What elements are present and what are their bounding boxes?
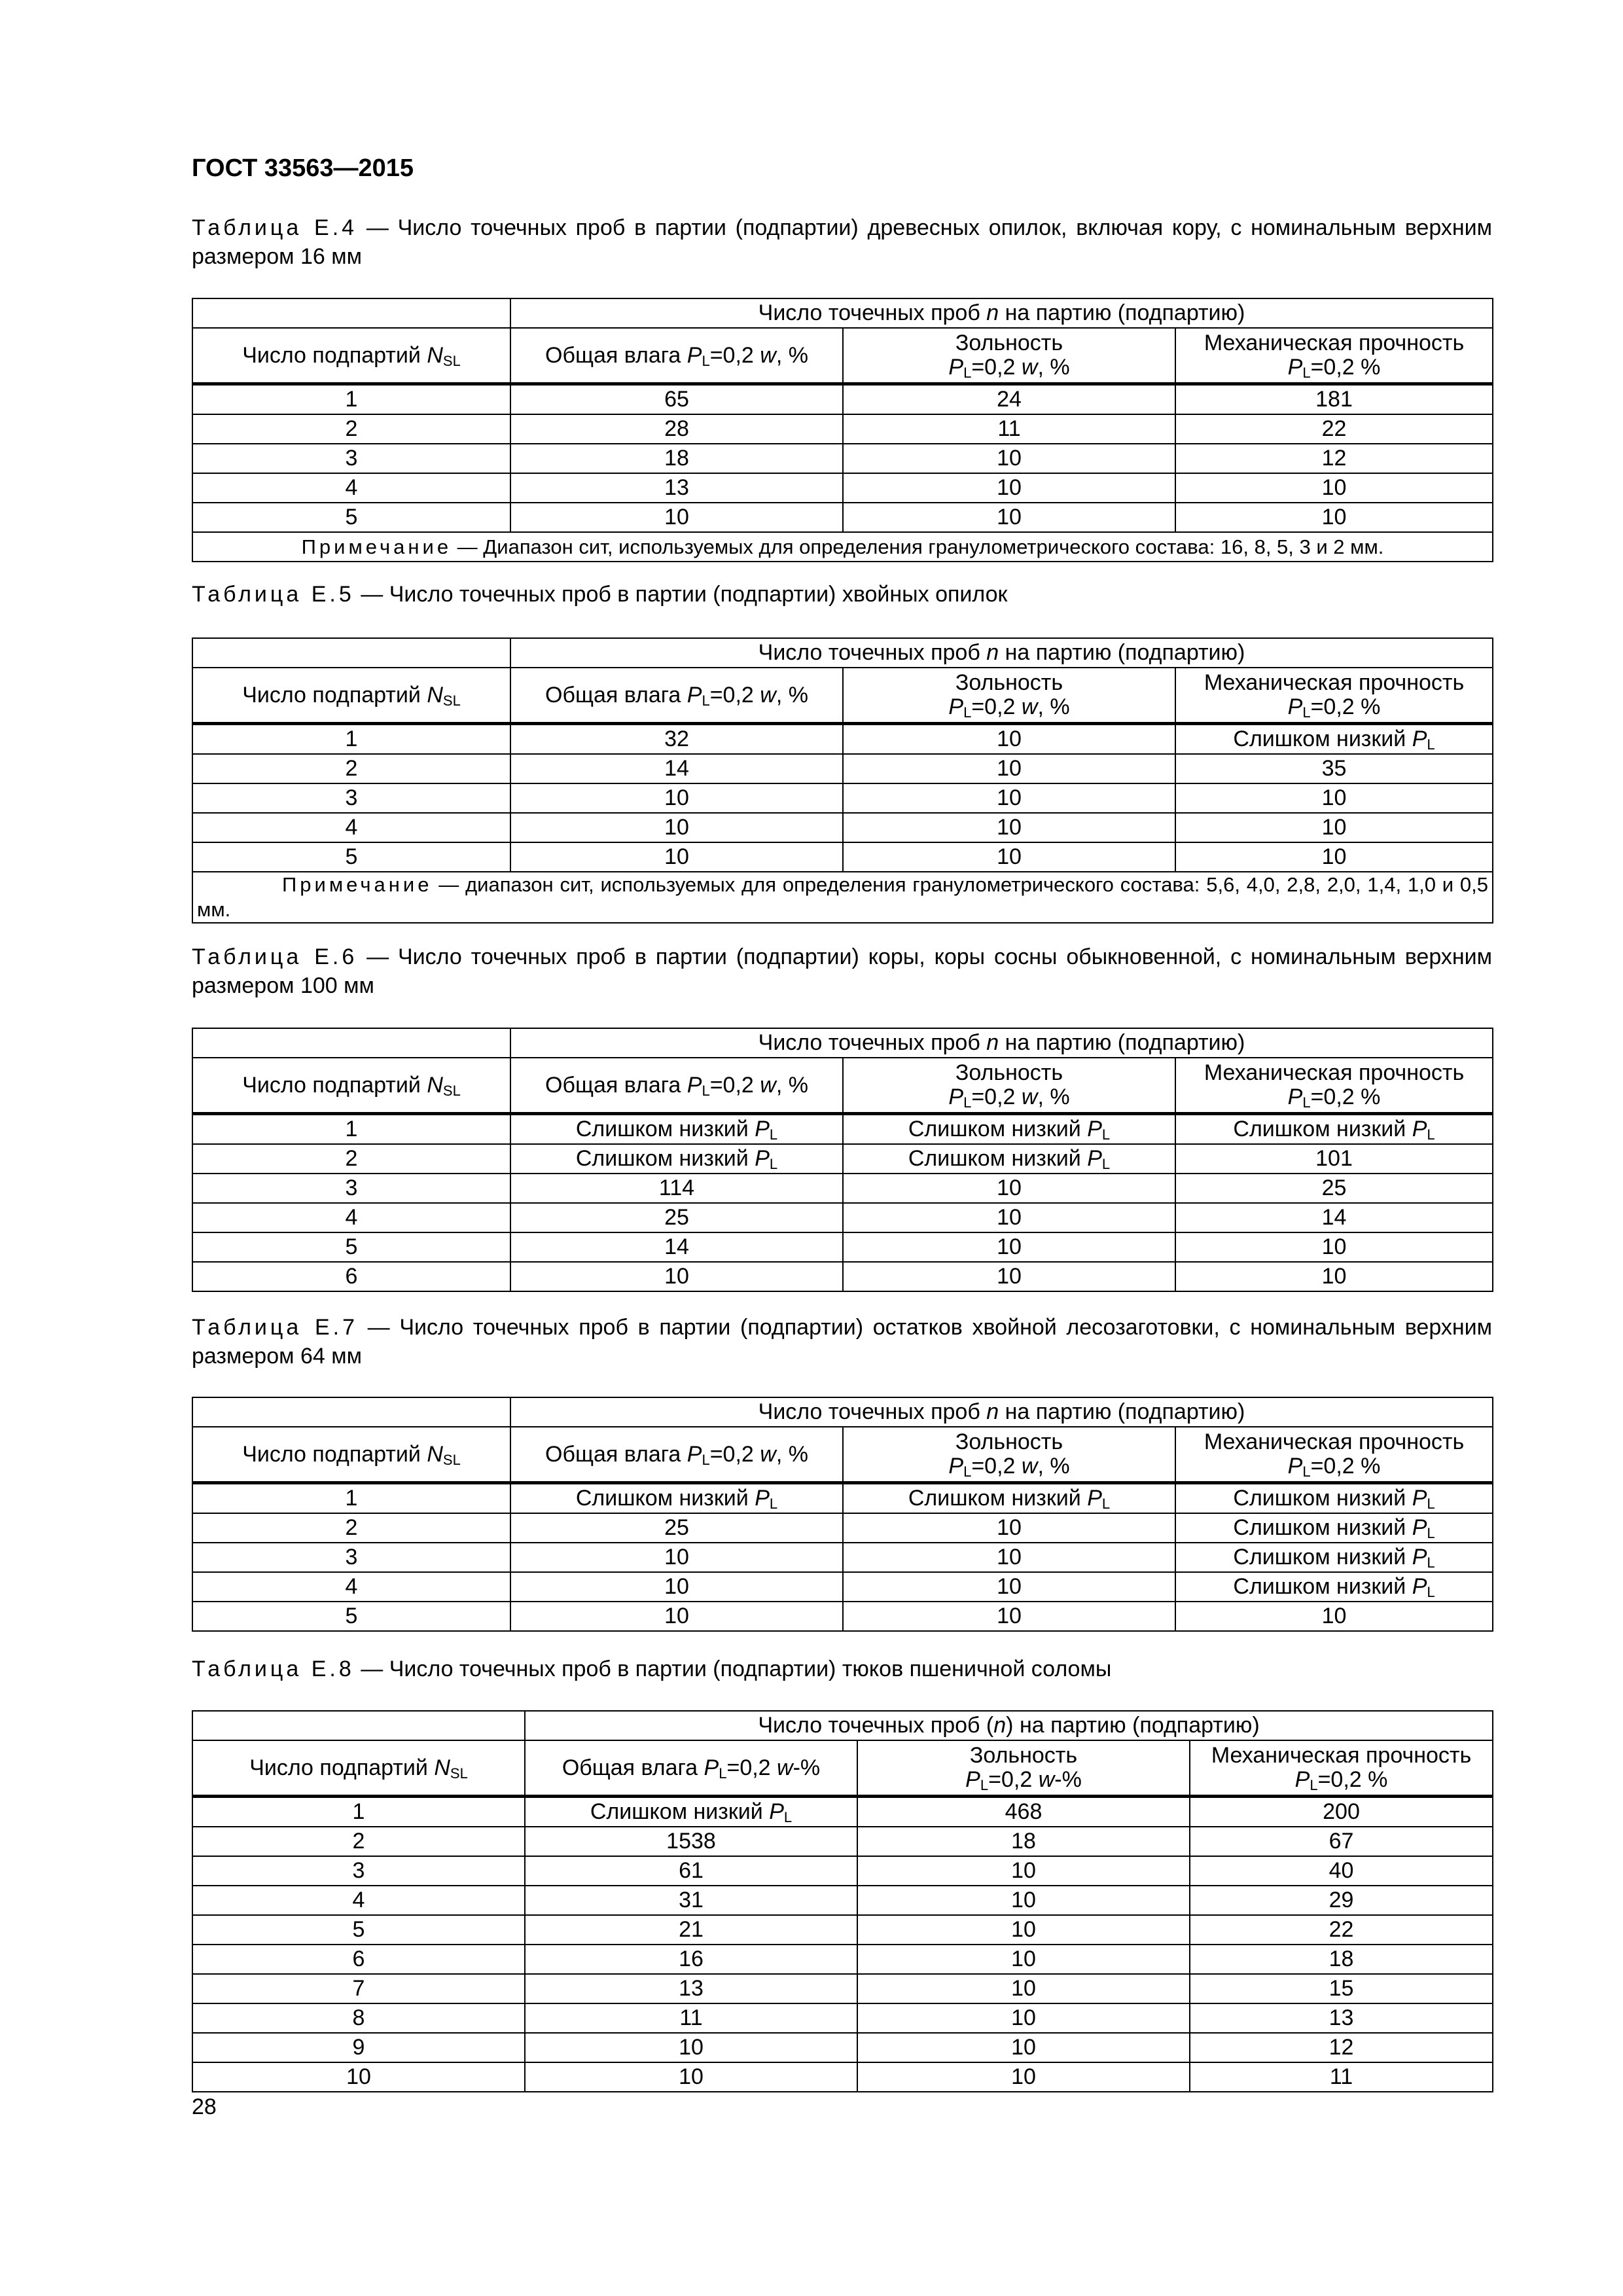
table-cell: 65 bbox=[510, 384, 843, 415]
symbol-p: P bbox=[1412, 1574, 1427, 1599]
table-cell: 35 bbox=[1175, 754, 1493, 783]
table-cell: 10 bbox=[1175, 1262, 1493, 1291]
table-row bbox=[192, 2033, 1493, 2062]
table-cell: 10 bbox=[192, 2062, 525, 2092]
group-header: Число точечных проб n на партию (подпартию) bbox=[510, 1397, 1493, 1427]
table-cell: 24 bbox=[843, 384, 1175, 415]
table-cell: 13 bbox=[1190, 2003, 1493, 2033]
table-row bbox=[192, 1797, 1493, 1827]
table-cell: Слишком низкий $P_L$ bbox=[843, 1144, 1175, 1174]
table-cell: 10 bbox=[843, 1543, 1175, 1572]
table-cell: Слишком низкий $P_L$ bbox=[1175, 724, 1493, 755]
table-cell: 18 bbox=[510, 444, 843, 473]
symbol-p: P bbox=[1287, 1454, 1303, 1479]
table-cell: 181 bbox=[1175, 384, 1493, 415]
table-cell: 16 bbox=[525, 1945, 857, 1974]
table-cell: 468 bbox=[857, 1797, 1190, 1827]
symbol-n-sl: N bbox=[427, 342, 443, 368]
table-cell: 10 bbox=[1175, 842, 1493, 872]
symbol-w: w bbox=[777, 1755, 793, 1780]
table-cell: 11 bbox=[843, 414, 1175, 444]
column-header-ash bbox=[843, 1058, 1175, 1114]
table-label: Таблица Е.4 bbox=[192, 215, 358, 240]
symbol-w: w bbox=[760, 1072, 776, 1098]
table-row bbox=[192, 1572, 1493, 1602]
note-row bbox=[192, 872, 1493, 923]
column-header-strength bbox=[1175, 668, 1493, 724]
group-header: Число точечных проб n на партию (подпартию) bbox=[510, 1028, 1493, 1058]
table-cell: 6 bbox=[192, 1945, 525, 1974]
table-row bbox=[192, 2003, 1493, 2033]
table-cell: 4 bbox=[192, 1572, 510, 1602]
table-cell: 5 bbox=[192, 503, 510, 532]
strength-title: Механическая прочность bbox=[1204, 1429, 1465, 1454]
symbol-p: P bbox=[704, 1755, 719, 1780]
table-cell: 13 bbox=[510, 473, 843, 503]
column-header-moisture: Общая влага $P_L=0,2$ w, % bbox=[510, 668, 843, 724]
table-cell: 6 bbox=[192, 1262, 510, 1291]
table-cell: Слишком низкий $P_L$ bbox=[843, 1483, 1175, 1514]
table-cell: 25 bbox=[510, 1203, 843, 1232]
symbol-w: w bbox=[760, 1441, 776, 1467]
table-cell: 22 bbox=[1175, 414, 1493, 444]
table-label: Таблица Е.8 bbox=[192, 1657, 355, 1681]
table-cell: 10 bbox=[1175, 1602, 1493, 1631]
table-cell: 5 bbox=[192, 1915, 525, 1945]
table-cell: 1 bbox=[192, 1797, 525, 1827]
table-row bbox=[192, 2062, 1493, 2092]
table-row bbox=[192, 1262, 1493, 1291]
table-cell: 61 bbox=[525, 1856, 857, 1886]
header-row-group bbox=[192, 1711, 1493, 1740]
table-cell: 10 bbox=[857, 1974, 1190, 2003]
ash-formula: $P_L=0,2$ w, % bbox=[948, 355, 1070, 381]
symbol-n: n bbox=[986, 640, 999, 665]
column-header-moisture: Общая влага $P_L=0,2$ w, % bbox=[510, 1058, 843, 1114]
header-row-group bbox=[192, 1028, 1493, 1058]
table-label: Таблица Е.6 bbox=[192, 944, 358, 969]
table-cell: 10 bbox=[857, 1945, 1190, 1974]
table-row bbox=[192, 1543, 1493, 1572]
table-cell: 21 bbox=[525, 1915, 857, 1945]
table-row bbox=[192, 1974, 1493, 2003]
group-header: Число точечных проб n на партию (подпартию) bbox=[510, 298, 1493, 328]
table-label: Таблица Е.7 bbox=[192, 1315, 359, 1340]
table-cell: 12 bbox=[1190, 2033, 1493, 2062]
table-cell: 10 bbox=[857, 1856, 1190, 1886]
table-cell: 10 bbox=[857, 1915, 1190, 1945]
table-row bbox=[192, 1114, 1493, 1145]
symbol-p: P bbox=[948, 1085, 964, 1109]
table-cell: 29 bbox=[1190, 1886, 1493, 1915]
table-cell: Слишком низкий $P_L$ bbox=[1175, 1543, 1493, 1572]
symbol-p: P bbox=[755, 1146, 770, 1171]
table-row bbox=[192, 1174, 1493, 1203]
table-cell: 13 bbox=[525, 1974, 857, 2003]
column-header-moisture: Общая влага $P_L=0,2$ w, % bbox=[510, 1427, 843, 1483]
table-cell: 3 bbox=[192, 444, 510, 473]
table-cell: 4 bbox=[192, 1886, 525, 1915]
table-note: Примечание — диапазон сит, используемых для определения гранулометрического состава: 5,6, 4,0, 2,8, 2,0, 1,4, 1,0 и 0,5 мм. bbox=[192, 872, 1493, 923]
table-cell: 9 bbox=[192, 2033, 525, 2062]
symbol-n: n bbox=[986, 1399, 999, 1424]
ash-title: Зольность bbox=[969, 1743, 1078, 1768]
table-caption: Таблица Е.4 — Число точечных проб в партии (подпартии) древесных опилок, включая кору, с номинальным верхним размером 16 мм bbox=[192, 215, 1492, 269]
header-empty-cell bbox=[192, 1397, 510, 1427]
table-cell: 10 bbox=[843, 1262, 1175, 1291]
table-cell: 10 bbox=[843, 1513, 1175, 1543]
ash-formula: $P_L=0,2$ w, % bbox=[948, 1085, 1070, 1111]
table-cell: 101 bbox=[1175, 1144, 1493, 1174]
symbol-n: n bbox=[986, 300, 999, 325]
table-cell: Слишком низкий $P_L$ bbox=[1175, 1483, 1493, 1514]
table-cell: 4 bbox=[192, 473, 510, 503]
group-header: Число точечных проб n на партию (подпартию) bbox=[510, 638, 1493, 668]
header-row-group bbox=[192, 638, 1493, 668]
table-cell: 3 bbox=[192, 1174, 510, 1203]
table-cell: 1 bbox=[192, 1483, 510, 1514]
table-row bbox=[192, 1856, 1493, 1886]
table-cell: 10 bbox=[843, 783, 1175, 813]
document-header: ГОСТ 33563—2015 bbox=[192, 154, 414, 182]
data-table bbox=[192, 1028, 1493, 1292]
table-row bbox=[192, 842, 1493, 872]
table-cell: 10 bbox=[1175, 473, 1493, 503]
table-cell: 10 bbox=[857, 2003, 1190, 2033]
table-cell: 2 bbox=[192, 754, 510, 783]
strength-title: Механическая прочность bbox=[1204, 670, 1465, 695]
table-cell: 5 bbox=[192, 842, 510, 872]
table-row bbox=[192, 1483, 1493, 1514]
table-row bbox=[192, 783, 1493, 813]
header-empty-cell bbox=[192, 1711, 525, 1740]
table-cell: 10 bbox=[1175, 813, 1493, 842]
column-header-strength bbox=[1175, 1058, 1493, 1114]
table-cell: 10 bbox=[843, 473, 1175, 503]
table-cell: 10 bbox=[510, 1262, 843, 1291]
ash-formula: $P_L=0,2$ w-% bbox=[965, 1767, 1082, 1793]
table-cell: 114 bbox=[510, 1174, 843, 1203]
data-table bbox=[192, 1710, 1493, 2092]
table-cell: 2 bbox=[192, 1144, 510, 1174]
table-row bbox=[192, 1144, 1493, 1174]
table-cell: 25 bbox=[510, 1513, 843, 1543]
table-note: Примечание — Диапазон сит, используемых для определения гранулометрического состава: 16, 8, 5, 3 и 2 мм. bbox=[192, 532, 1493, 562]
table-cell: 8 bbox=[192, 2003, 525, 2033]
symbol-p: P bbox=[1087, 1486, 1102, 1511]
table-cell: 5 bbox=[192, 1602, 510, 1631]
ash-title: Зольность bbox=[955, 670, 1063, 695]
table-cell: 10 bbox=[525, 2062, 857, 2092]
symbol-p: P bbox=[687, 682, 702, 708]
symbol-p: P bbox=[1294, 1767, 1310, 1792]
symbol-w: w bbox=[1021, 355, 1038, 380]
header-empty-cell bbox=[192, 638, 510, 668]
table-cell: 10 bbox=[843, 754, 1175, 783]
table-row bbox=[192, 1915, 1493, 1945]
table-cell: 10 bbox=[510, 1602, 843, 1631]
note-row bbox=[192, 532, 1493, 562]
note-label: Примечание bbox=[282, 873, 433, 896]
table-cell: 10 bbox=[510, 1572, 843, 1602]
symbol-p: P bbox=[1412, 1545, 1427, 1570]
table-row bbox=[192, 1886, 1493, 1915]
table-cell: 10 bbox=[843, 842, 1175, 872]
symbol-w: w bbox=[1021, 1454, 1038, 1479]
table-cell: 10 bbox=[857, 1886, 1190, 1915]
column-header-ash bbox=[843, 328, 1175, 384]
symbol-n-sl: N bbox=[434, 1755, 450, 1780]
table-row bbox=[192, 1945, 1493, 1974]
symbol-w: w bbox=[760, 342, 776, 368]
table-row bbox=[192, 414, 1493, 444]
strength-title: Механическая прочность bbox=[1204, 331, 1465, 355]
column-header-sublots: Число подпартий $N_{SL}$ bbox=[192, 1740, 525, 1797]
header-row-columns bbox=[192, 1427, 1493, 1483]
symbol-p: P bbox=[769, 1799, 784, 1824]
symbol-p: P bbox=[965, 1767, 980, 1792]
table-cell: 10 bbox=[843, 444, 1175, 473]
table-cell: 10 bbox=[857, 2062, 1190, 2092]
strength-title: Механическая прочность bbox=[1211, 1743, 1472, 1768]
data-table bbox=[192, 298, 1493, 562]
table-cell: 40 bbox=[1190, 1856, 1493, 1886]
table-cell: 2 bbox=[192, 414, 510, 444]
table-cell: 3 bbox=[192, 1543, 510, 1572]
table-cell: 10 bbox=[510, 842, 843, 872]
table-row bbox=[192, 724, 1493, 755]
table-cell: Слишком низкий $P_L$ bbox=[1175, 1513, 1493, 1543]
ash-title: Зольность bbox=[955, 331, 1063, 355]
symbol-n-sl: N bbox=[427, 1072, 443, 1098]
table-cell: 1 bbox=[192, 724, 510, 755]
symbol-p: P bbox=[755, 1117, 770, 1141]
table-cell: Слишком низкий $P_L$ bbox=[510, 1483, 843, 1514]
symbol-p: P bbox=[1287, 355, 1303, 380]
table-cell: 10 bbox=[1175, 503, 1493, 532]
table-row bbox=[192, 1513, 1493, 1543]
table-cell: Слишком низкий $P_L$ bbox=[1175, 1114, 1493, 1145]
table-cell: 31 bbox=[525, 1886, 857, 1915]
table-cell: 15 bbox=[1190, 1974, 1493, 2003]
column-header-strength bbox=[1175, 1427, 1493, 1483]
group-header: Число точечных проб (n) на партию (подпартию) bbox=[525, 1711, 1493, 1740]
column-header-ash bbox=[857, 1740, 1190, 1797]
table-row bbox=[192, 444, 1493, 473]
symbol-p: P bbox=[948, 694, 964, 719]
ash-formula: $P_L=0,2$ w, % bbox=[948, 1454, 1070, 1480]
table-cell: 10 bbox=[857, 2033, 1190, 2062]
ash-title: Зольность bbox=[955, 1060, 1063, 1085]
table-row bbox=[192, 503, 1493, 532]
table-cell: 14 bbox=[510, 1232, 843, 1262]
table-cell: 28 bbox=[510, 414, 843, 444]
table-cell: 22 bbox=[1190, 1915, 1493, 1945]
symbol-p: P bbox=[1087, 1146, 1102, 1171]
table-cell: 12 bbox=[1175, 444, 1493, 473]
column-header-ash bbox=[843, 1427, 1175, 1483]
column-header-strength bbox=[1190, 1740, 1493, 1797]
symbol-p: P bbox=[1412, 726, 1427, 751]
ash-formula: $P_L=0,2$ w, % bbox=[948, 694, 1070, 721]
symbol-w: w bbox=[760, 682, 776, 708]
header-row-columns bbox=[192, 1740, 1493, 1797]
symbol-w: w bbox=[1021, 694, 1038, 719]
table-cell: 4 bbox=[192, 1203, 510, 1232]
symbol-n-sl: N bbox=[427, 682, 443, 708]
header-row-columns bbox=[192, 328, 1493, 384]
symbol-w: w bbox=[1021, 1085, 1038, 1109]
table-cell: 10 bbox=[843, 503, 1175, 532]
table-cell: Слишком низкий $P_L$ bbox=[1175, 1572, 1493, 1602]
table-cell: Слишком низкий $P_L$ bbox=[843, 1114, 1175, 1145]
table-cell: 10 bbox=[510, 1543, 843, 1572]
header-empty-cell bbox=[192, 1028, 510, 1058]
table-cell: 10 bbox=[843, 1572, 1175, 1602]
header-row-group bbox=[192, 298, 1493, 328]
table-caption: Таблица Е.6 — Число точечных проб в партии (подпартии) коры, коры сосны обыкновенной, с номинальным верхним размером 100 мм bbox=[192, 944, 1492, 998]
column-header-sublots: Число подпартий $N_{SL}$ bbox=[192, 1427, 510, 1483]
symbol-n: n bbox=[993, 1713, 1007, 1738]
symbol-p: P bbox=[948, 1454, 964, 1479]
table-cell: 11 bbox=[525, 2003, 857, 2033]
table-cell: 7 bbox=[192, 1974, 525, 2003]
table-cell: 10 bbox=[843, 724, 1175, 755]
symbol-p: P bbox=[948, 355, 964, 380]
table-cell: 10 bbox=[510, 813, 843, 842]
header-row-columns bbox=[192, 668, 1493, 724]
note-label: Примечание bbox=[301, 535, 452, 558]
table-cell: 18 bbox=[1190, 1945, 1493, 1974]
table-cell: Слишком низкий $P_L$ bbox=[510, 1114, 843, 1145]
header-row-group bbox=[192, 1397, 1493, 1427]
symbol-p: P bbox=[1287, 694, 1303, 719]
column-header-moisture: Общая влага $P_L=0,2$ w, % bbox=[510, 328, 843, 384]
table-row bbox=[192, 1203, 1493, 1232]
table-cell: 14 bbox=[510, 754, 843, 783]
symbol-p: P bbox=[1412, 1515, 1427, 1540]
column-header-ash bbox=[843, 668, 1175, 724]
header-empty-cell bbox=[192, 298, 510, 328]
symbol-p: P bbox=[1287, 1085, 1303, 1109]
table-cell: 3 bbox=[192, 783, 510, 813]
table-caption: Таблица Е.5 — Число точечных проб в партии (подпартии) хвойных опилок bbox=[192, 582, 1008, 607]
column-header-sublots: Число подпартий $N_{SL}$ bbox=[192, 1058, 510, 1114]
page-number: 28 bbox=[192, 2094, 217, 2119]
column-header-sublots: Число подпартий $N_{SL}$ bbox=[192, 668, 510, 724]
table-cell: 18 bbox=[857, 1827, 1190, 1856]
table-row bbox=[192, 1602, 1493, 1631]
table-cell: 3 bbox=[192, 1856, 525, 1886]
symbol-p: P bbox=[1412, 1117, 1427, 1141]
strength-formula: $P_L=0,2$ % bbox=[1287, 1454, 1381, 1480]
table-cell: 32 bbox=[510, 724, 843, 755]
table-cell: 1 bbox=[192, 384, 510, 415]
table-cell: 14 bbox=[1175, 1203, 1493, 1232]
table-cell: Слишком низкий $P_L$ bbox=[525, 1797, 857, 1827]
symbol-n-sl: N bbox=[427, 1441, 443, 1467]
symbol-p: P bbox=[687, 1072, 702, 1098]
symbol-w: w bbox=[1038, 1767, 1055, 1792]
symbol-p: P bbox=[687, 342, 702, 368]
table-cell: 10 bbox=[843, 1232, 1175, 1262]
table-cell: 2 bbox=[192, 1827, 525, 1856]
column-header-moisture: Общая влага $P_L=0,2$ w-% bbox=[525, 1740, 857, 1797]
symbol-p: P bbox=[687, 1441, 702, 1467]
strength-formula: $P_L=0,2$ % bbox=[1287, 1085, 1381, 1111]
table-row bbox=[192, 1232, 1493, 1262]
data-table bbox=[192, 1397, 1493, 1632]
table-caption: Таблица Е.7 — Число точечных проб в партии (подпартии) остатков хвойной лесозаготовки, с номинальным верхним размером 64 мм bbox=[192, 1315, 1493, 1369]
strength-formula: $P_L=0,2$ % bbox=[1287, 694, 1381, 721]
table-cell: 10 bbox=[510, 503, 843, 532]
data-table bbox=[192, 637, 1493, 924]
table-cell: 1538 bbox=[525, 1827, 857, 1856]
strength-title: Механическая прочность bbox=[1204, 1060, 1465, 1085]
column-header-strength bbox=[1175, 328, 1493, 384]
header-row-columns bbox=[192, 1058, 1493, 1114]
table-cell: 10 bbox=[843, 813, 1175, 842]
table-cell: 2 bbox=[192, 1513, 510, 1543]
symbol-p: P bbox=[1412, 1486, 1427, 1511]
table-cell: 10 bbox=[843, 1174, 1175, 1203]
table-cell: 67 bbox=[1190, 1827, 1493, 1856]
column-header-sublots: Число подпартий $N_{SL}$ bbox=[192, 328, 510, 384]
table-cell: 10 bbox=[843, 1602, 1175, 1631]
table-row bbox=[192, 473, 1493, 503]
table-row bbox=[192, 754, 1493, 783]
table-row bbox=[192, 1827, 1493, 1856]
table-cell: 5 bbox=[192, 1232, 510, 1262]
symbol-p: P bbox=[1087, 1117, 1102, 1141]
symbol-p: P bbox=[755, 1486, 770, 1511]
table-cell: 1 bbox=[192, 1114, 510, 1145]
table-caption: Таблица Е.8 — Число точечных проб в партии (подпартии) тюков пшеничной соломы bbox=[192, 1657, 1112, 1681]
table-cell: 10 bbox=[1175, 1232, 1493, 1262]
strength-formula: $P_L=0,2$ % bbox=[1294, 1767, 1388, 1793]
table-cell: 10 bbox=[510, 783, 843, 813]
table-cell: 200 bbox=[1190, 1797, 1493, 1827]
table-cell: 4 bbox=[192, 813, 510, 842]
table-cell: 25 bbox=[1175, 1174, 1493, 1203]
table-row bbox=[192, 384, 1493, 415]
strength-formula: $P_L=0,2$ % bbox=[1287, 355, 1381, 381]
table-cell: 10 bbox=[525, 2033, 857, 2062]
table-cell: 10 bbox=[843, 1203, 1175, 1232]
ash-title: Зольность bbox=[955, 1429, 1063, 1454]
table-cell: 11 bbox=[1190, 2062, 1493, 2092]
table-label: Таблица Е.5 bbox=[192, 582, 355, 607]
table-row bbox=[192, 813, 1493, 842]
table-cell: Слишком низкий $P_L$ bbox=[510, 1144, 843, 1174]
table-cell: 10 bbox=[1175, 783, 1493, 813]
symbol-n: n bbox=[986, 1030, 999, 1055]
